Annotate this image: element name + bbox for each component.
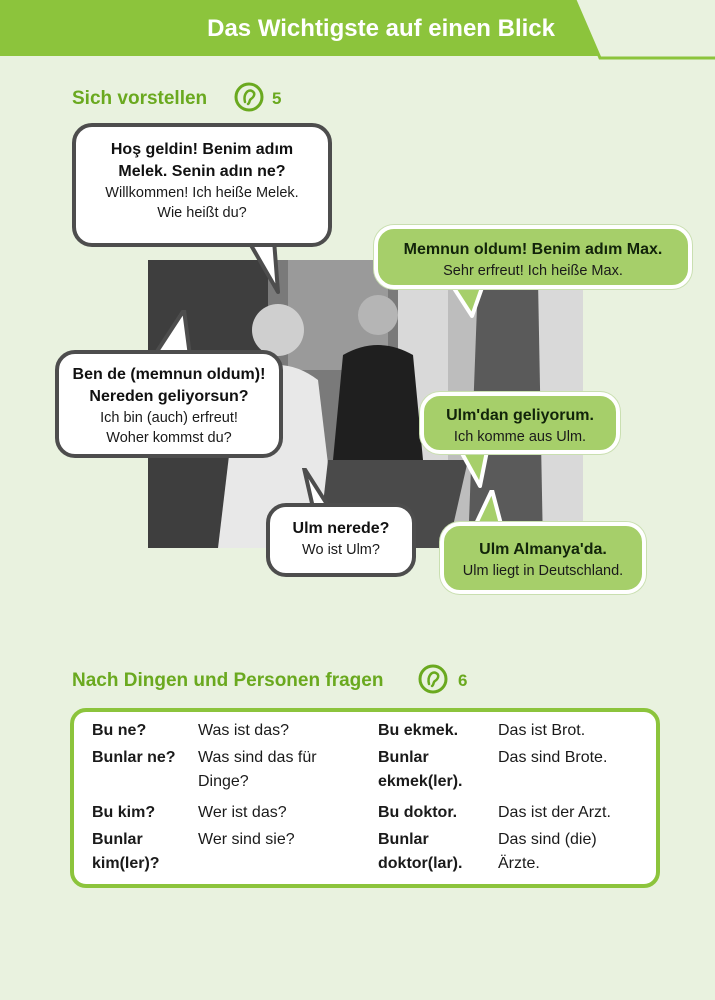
bubble-turkish-line: Hoş geldin! Benim adım <box>110 141 294 158</box>
bubble-german-line: Sehr erfreut! Ich heiße Max. <box>443 263 623 279</box>
speech-bubble-ben-de <box>55 350 283 458</box>
phrase-german: Das ist der Arzt. <box>498 804 611 821</box>
section-title-introduce: Sich vorstellen <box>72 88 208 109</box>
bubble-german-line: Woher kommst du? <box>106 430 232 446</box>
phrase-german: Das sind (die) <box>498 831 597 848</box>
speech-bubble-ulm-origin <box>420 392 620 454</box>
phrase-turkish: Bu kim? <box>92 804 156 821</box>
speech-bubble-ulm-where <box>266 503 416 577</box>
bubble-turkish-line: Ulm Almanya'da. <box>479 541 607 558</box>
bubble-turkish-line: Memnun oldum! Benim adım Max. <box>403 241 663 258</box>
page-title: Das Wichtigste auf einen Blick <box>207 15 555 42</box>
phrase-german: Wer ist das? <box>198 804 287 821</box>
phrase-turkish: Bunlar <box>378 749 429 766</box>
bubble-turkish-line: Nereden geliyorsun? <box>89 388 249 405</box>
speech-bubble-tail <box>240 240 300 300</box>
bubble-german-line: Wie heißt du? <box>157 205 247 221</box>
speech-bubble-max <box>374 225 692 289</box>
phrase-german: Wer sind sie? <box>198 831 295 848</box>
bubble-turkish-line: Melek. Senin adın ne? <box>118 163 286 180</box>
audio-ear-icon[interactable] <box>418 664 454 694</box>
phrase-turkish: Bunlar <box>92 831 143 848</box>
bubble-german-line: Ich komme aus Ulm. <box>453 429 587 445</box>
phrase-turkish: doktor(lar). <box>378 855 463 872</box>
bubble-german-line: Willkommen! Ich heiße Melek. <box>105 185 299 201</box>
phrase-german: Das ist Brot. <box>498 722 586 739</box>
phrase-turkish: Bu ekmek. <box>378 722 459 739</box>
phrase-german: Was sind das für <box>198 749 317 766</box>
bubble-turkish-line: Ben de (memnun oldum)! <box>72 366 266 383</box>
section-title-asking: Nach Dingen und Personen fragen <box>72 670 384 691</box>
speech-bubble-ulm-germany <box>440 522 646 594</box>
audio-ear-icon[interactable] <box>234 82 270 112</box>
bubble-turkish-line: Ulm'dan geliyorum. <box>446 407 594 424</box>
phrase-turkish: Bu ne? <box>92 722 147 739</box>
phrase-turkish: ekmek(ler). <box>378 773 463 790</box>
bubble-german-line: Ich bin (auch) erfreut! <box>100 410 238 426</box>
phrase-turkish: Bunlar ne? <box>92 749 176 766</box>
bubble-german-line: Ulm liegt in Deutschland. <box>462 563 624 579</box>
phrase-turkish: kim(ler)? <box>92 855 160 872</box>
audio-track-number: 5 <box>272 89 282 108</box>
phrase-german: Was ist das? <box>198 722 289 739</box>
phrase-german: Dinge? <box>198 773 249 790</box>
phrase-turkish: Bu doktor. <box>378 804 458 821</box>
phrase-german: Ärzte. <box>498 855 540 872</box>
audio-track-number: 6 <box>458 671 468 690</box>
bubble-german-line: Wo ist Ulm? <box>302 542 380 558</box>
bubble-turkish-line: Ulm nerede? <box>292 520 390 537</box>
speech-bubble-melek <box>72 123 332 247</box>
phrase-turkish: Bunlar <box>378 831 429 848</box>
phrase-german: Das sind Brote. <box>498 749 608 766</box>
